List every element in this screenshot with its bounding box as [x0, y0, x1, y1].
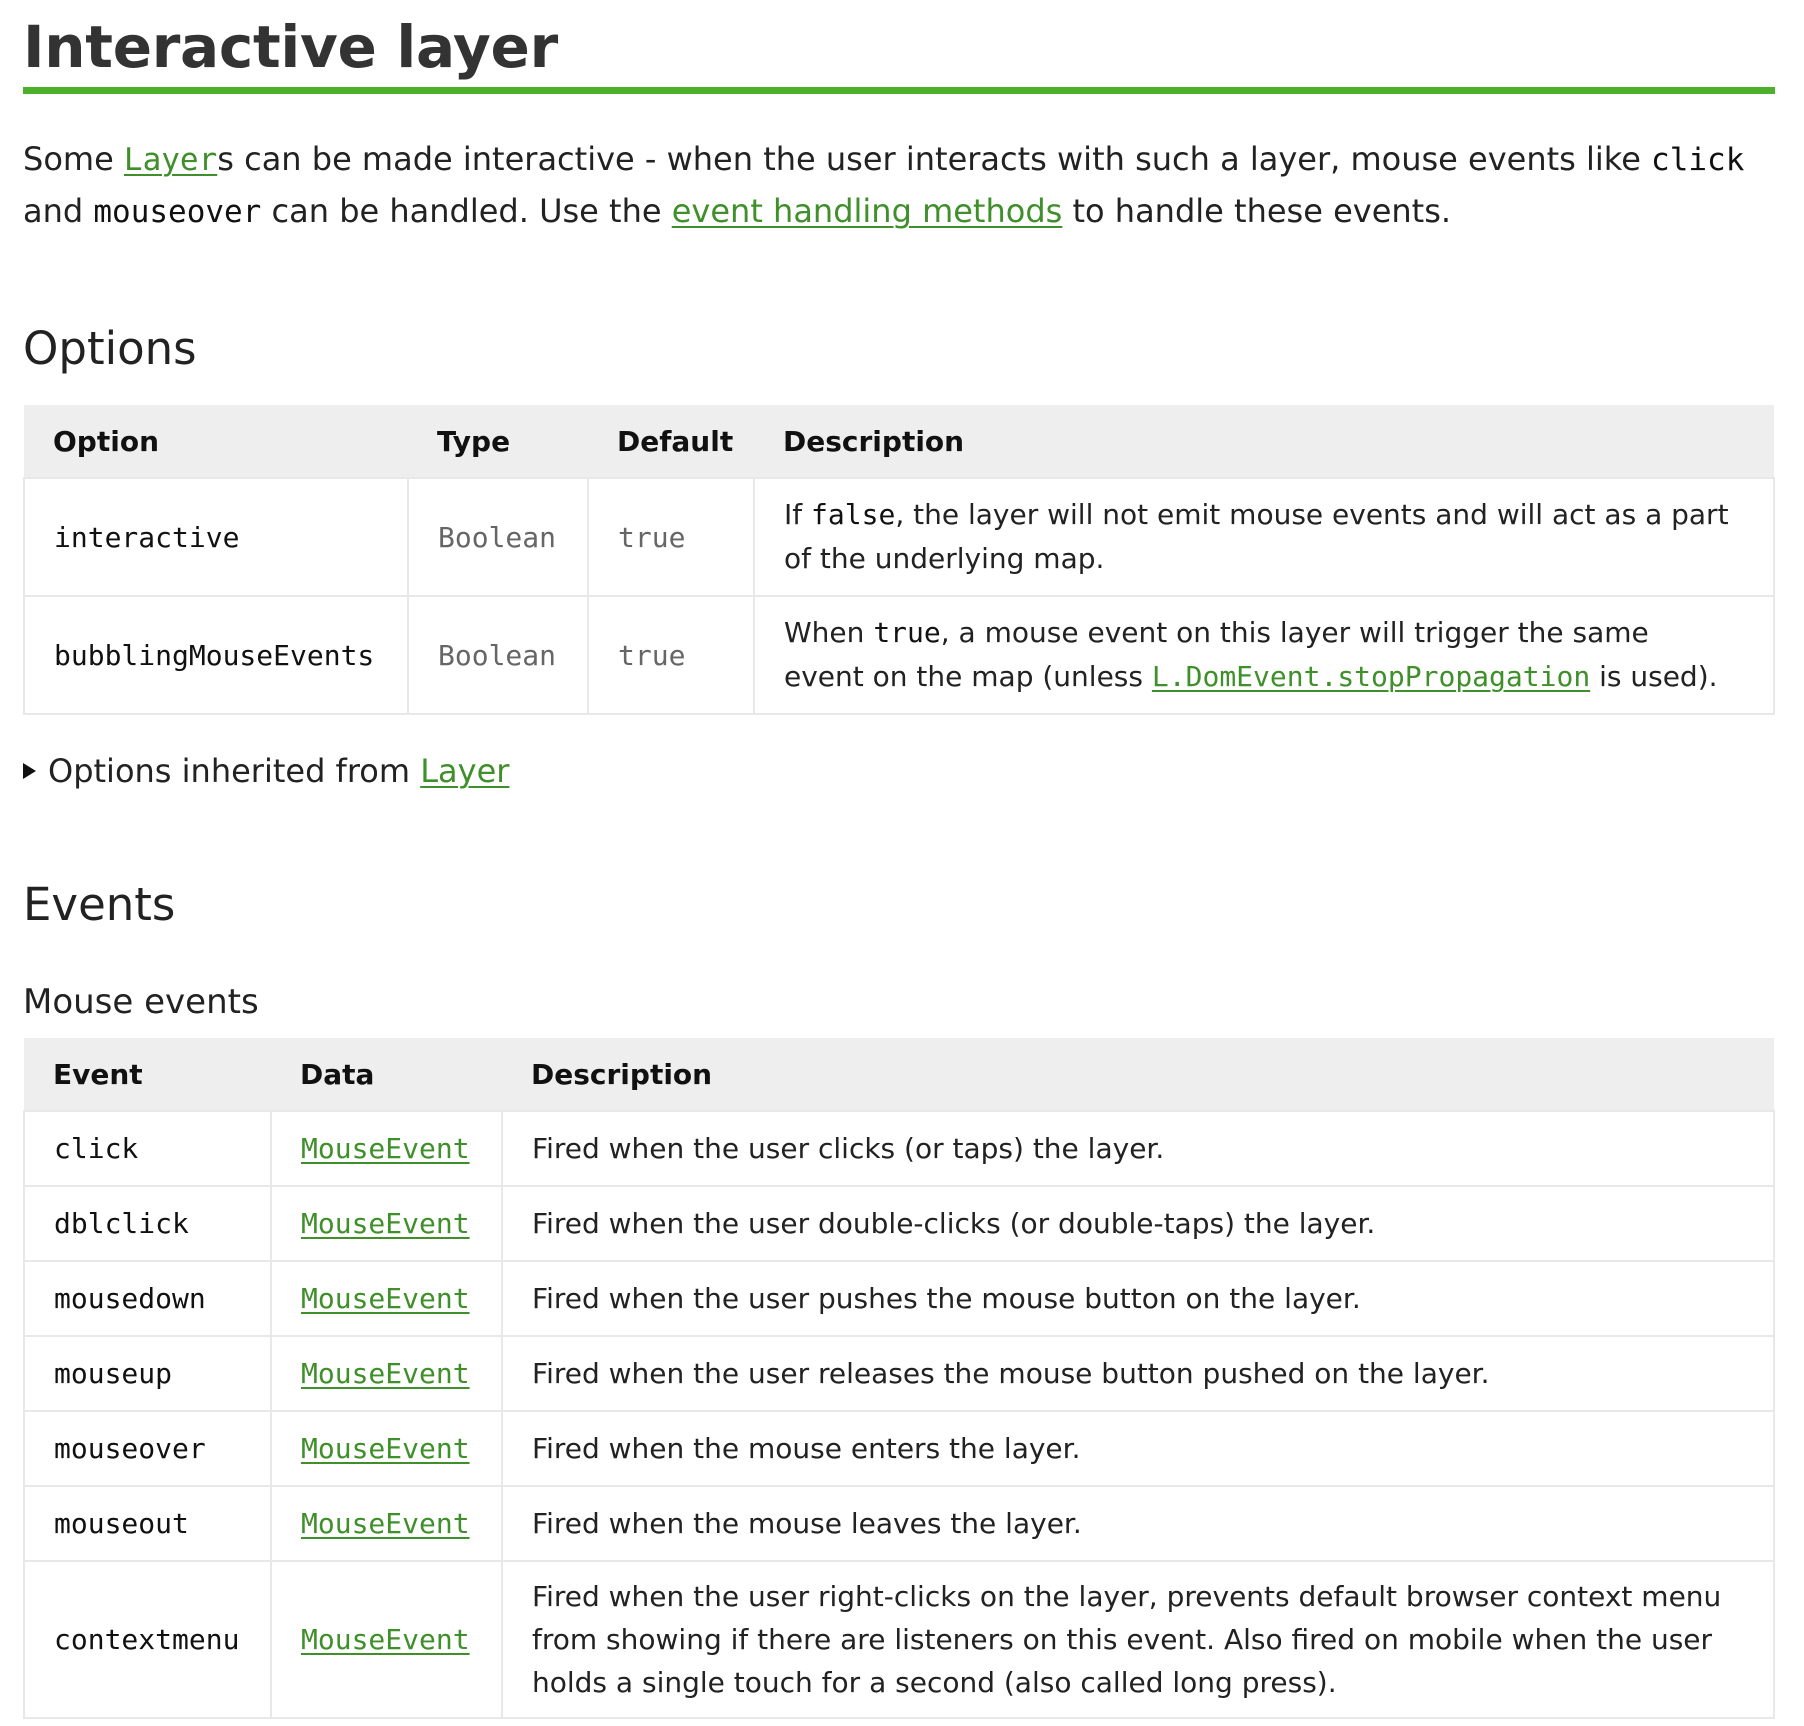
event-name: mouseover — [24, 1411, 271, 1486]
event-description: Fired when the user double-clicks (or double-taps) the layer. — [502, 1186, 1774, 1261]
option-default: true — [588, 596, 754, 714]
intro-text: s can be made interactive - when the user interacts with such a layer, mouse events like — [217, 140, 1652, 178]
event-name: mouseup — [24, 1336, 271, 1411]
code-click: click — [1651, 142, 1745, 178]
option-description — [754, 478, 1774, 596]
event-name: mousedown — [24, 1261, 271, 1336]
option-row-bubbling — [24, 596, 1774, 714]
event-row-mousedown — [24, 1261, 1774, 1336]
mouseevent-link[interactable]: MouseEvent — [301, 1132, 470, 1165]
option-row-interactive — [24, 478, 1774, 596]
intro-text: can be handled. Use the — [261, 192, 672, 230]
event-data — [271, 1186, 502, 1261]
mouseevent-link[interactable]: MouseEvent — [301, 1507, 470, 1540]
options-table — [23, 405, 1775, 715]
event-description: Fired when the mouse leaves the layer. — [502, 1486, 1774, 1561]
event-data — [271, 1261, 502, 1336]
option-type: Boolean — [408, 596, 588, 714]
inherited-layer-link[interactable]: Layer — [420, 752, 510, 790]
events-header-row — [24, 1038, 1774, 1111]
option-name: bubblingMouseEvents — [24, 596, 408, 714]
event-name: dblclick — [24, 1186, 271, 1261]
desc-code: false — [811, 498, 896, 531]
desc-code: true — [873, 616, 941, 649]
desc-text: If — [784, 498, 812, 531]
code-mouseover: mouseover — [93, 194, 262, 230]
event-name: mouseout — [24, 1486, 271, 1561]
event-handling-methods-link[interactable]: event handling methods — [671, 192, 1063, 230]
mouseevent-link[interactable]: MouseEvent — [301, 1432, 470, 1465]
mouseevent-link[interactable]: MouseEvent — [301, 1357, 470, 1390]
event-description: Fired when the user clicks (or taps) the layer. — [502, 1111, 1774, 1186]
event-description: Fired when the mouse enters the layer. — [502, 1411, 1774, 1486]
col-default: Default — [588, 405, 754, 478]
option-default: true — [588, 478, 754, 596]
stop-propagation-link[interactable]: L.DomEvent.stopPropagation — [1151, 660, 1591, 693]
col-type: Type — [408, 405, 588, 478]
mouseevent-link[interactable]: MouseEvent — [301, 1282, 470, 1315]
desc-text: When — [784, 616, 874, 649]
mouseevent-link[interactable]: MouseEvent — [301, 1207, 470, 1240]
event-row-click — [24, 1111, 1774, 1186]
event-row-mouseover — [24, 1411, 1774, 1486]
col-event-description: Description — [502, 1038, 1774, 1111]
event-row-mouseout — [24, 1486, 1774, 1561]
event-data — [271, 1561, 502, 1718]
event-description: Fired when the user pushes the mouse button on the layer. — [502, 1261, 1774, 1336]
event-name: contextmenu — [24, 1561, 271, 1718]
desc-text: , the layer will not emit mouse events and will act as a part of the underlying map. — [784, 498, 1729, 575]
options-heading: Options — [23, 322, 197, 375]
intro-text: to handle these events. — [1062, 192, 1452, 230]
intro-text: and — [23, 192, 94, 230]
event-data — [271, 1411, 502, 1486]
desc-text: , a mouse event on this layer will trigger the same event on the map (unless — [784, 616, 1649, 693]
disclosure-triangle-icon[interactable] — [23, 763, 36, 779]
mouse-events-subheading: Mouse events — [23, 982, 259, 1022]
content — [23, 0, 1775, 1699]
option-type: Boolean — [408, 478, 588, 596]
inherited-text: Options inherited from — [48, 752, 421, 790]
events-table — [23, 1038, 1775, 1719]
option-name: interactive — [24, 478, 408, 596]
event-data — [271, 1486, 502, 1561]
col-description: Description — [754, 405, 1774, 478]
col-data: Data — [271, 1038, 502, 1111]
page-title: Interactive layer — [23, 0, 1775, 94]
col-option: Option — [24, 405, 408, 478]
options-header-row — [24, 405, 1774, 478]
event-data — [271, 1111, 502, 1186]
mouseevent-link[interactable]: MouseEvent — [301, 1623, 470, 1656]
event-row-contextmenu — [24, 1561, 1774, 1718]
event-description: Fired when the user releases the mouse button pushed on the layer. — [502, 1336, 1774, 1411]
event-data — [271, 1336, 502, 1411]
intro-paragraph — [23, 134, 1775, 238]
event-name: click — [24, 1111, 271, 1186]
desc-text: is used). — [1590, 660, 1718, 693]
event-row-dblclick — [24, 1186, 1774, 1261]
event-row-mouseup — [24, 1336, 1774, 1411]
events-heading: Events — [23, 878, 176, 931]
event-description: Fired when the user right-clicks on the layer, prevents default browser context menu from showing if there are listeners on this event. Also fired on mobile when the user holds a single touch for a second (also called long press). — [502, 1561, 1774, 1718]
layer-link[interactable]: Layer — [123, 142, 218, 178]
option-description — [754, 596, 1774, 714]
inherited-options-toggle[interactable] — [23, 752, 509, 790]
col-event: Event — [24, 1038, 271, 1111]
intro-text: Some — [23, 140, 124, 178]
